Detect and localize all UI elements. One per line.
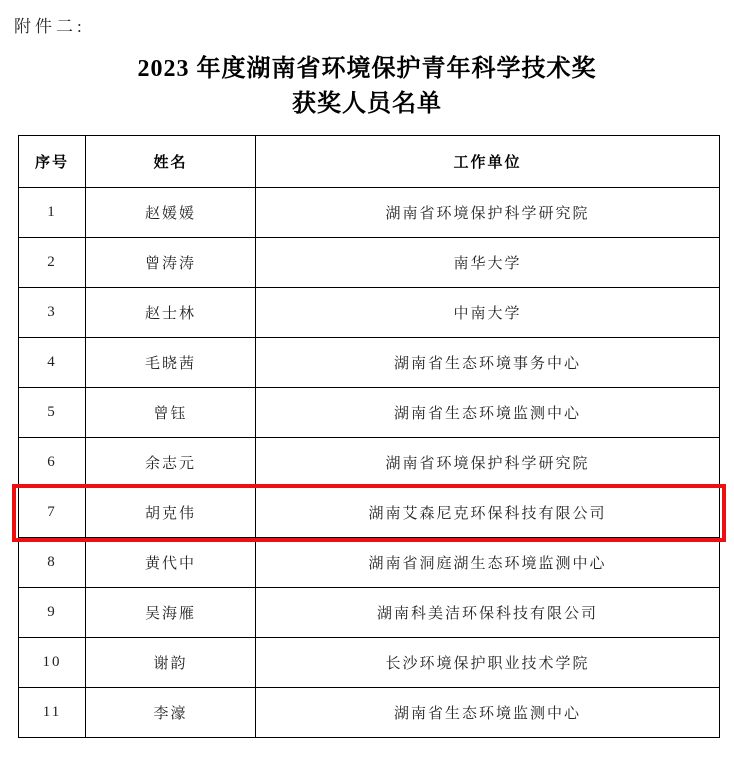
cell-no: 4 <box>19 338 86 388</box>
table-row <box>19 238 720 288</box>
cell-name: 赵媛媛 <box>86 188 256 238</box>
cell-org: 湖南省生态环境监测中心 <box>256 388 720 438</box>
header-index: 序号 <box>19 136 86 188</box>
cell-name: 黄代中 <box>86 538 256 588</box>
cell-name: 余志元 <box>86 438 256 488</box>
table-row <box>19 288 720 338</box>
cell-no: 5 <box>19 388 86 438</box>
cell-no: 10 <box>19 638 86 688</box>
table-row <box>19 638 720 688</box>
cell-no: 1 <box>19 188 86 238</box>
cell-org: 南华大学 <box>256 238 720 288</box>
table-row <box>19 338 720 388</box>
cell-name: 毛晓茜 <box>86 338 256 388</box>
title-line-1: 2023 年度湖南省环境保护青年科学技术奖 <box>137 56 597 82</box>
table-row <box>19 188 720 238</box>
cell-org: 湖南省环境保护科学研究院 <box>256 438 720 488</box>
cell-org: 湖南省生态环境监测中心 <box>256 688 720 738</box>
table-row <box>19 688 720 738</box>
header-row <box>19 136 720 188</box>
awardee-table-body <box>19 188 720 738</box>
cell-name: 李濠 <box>86 688 256 738</box>
cell-no: 3 <box>19 288 86 338</box>
title-line-2: 获奖人员名单 <box>292 91 442 117</box>
table-row <box>19 438 720 488</box>
header-organization: 工作单位 <box>256 136 720 188</box>
cell-no: 2 <box>19 238 86 288</box>
awardee-table <box>18 135 720 738</box>
cell-no: 6 <box>19 438 86 488</box>
header-name: 姓名 <box>86 136 256 188</box>
cell-org: 湖南省洞庭湖生态环境监测中心 <box>256 538 720 588</box>
cell-name: 赵士林 <box>86 288 256 338</box>
cell-org: 长沙环境保护职业技术学院 <box>256 638 720 688</box>
cell-org: 湖南省生态环境事务中心 <box>256 338 720 388</box>
cell-name: 吴海雁 <box>86 588 256 638</box>
table-row <box>19 388 720 438</box>
cell-name: 胡克伟 <box>86 488 256 538</box>
document-title <box>0 52 734 122</box>
cell-name: 曾涛涛 <box>86 238 256 288</box>
cell-org: 湖南科美洁环保科技有限公司 <box>256 588 720 638</box>
cell-org: 湖南艾森尼克环保科技有限公司 <box>256 488 720 538</box>
cell-name: 谢韵 <box>86 638 256 688</box>
table-header <box>19 136 720 188</box>
cell-name: 曾钰 <box>86 388 256 438</box>
cell-no: 7 <box>19 488 86 538</box>
cell-org: 中南大学 <box>256 288 720 338</box>
cell-no: 11 <box>19 688 86 738</box>
attachment-label: 附件二: <box>14 17 86 36</box>
table-row <box>19 588 720 638</box>
table-row <box>19 488 720 538</box>
cell-no: 9 <box>19 588 86 638</box>
table-row <box>19 538 720 588</box>
cell-org: 湖南省环境保护科学研究院 <box>256 188 720 238</box>
cell-no: 8 <box>19 538 86 588</box>
